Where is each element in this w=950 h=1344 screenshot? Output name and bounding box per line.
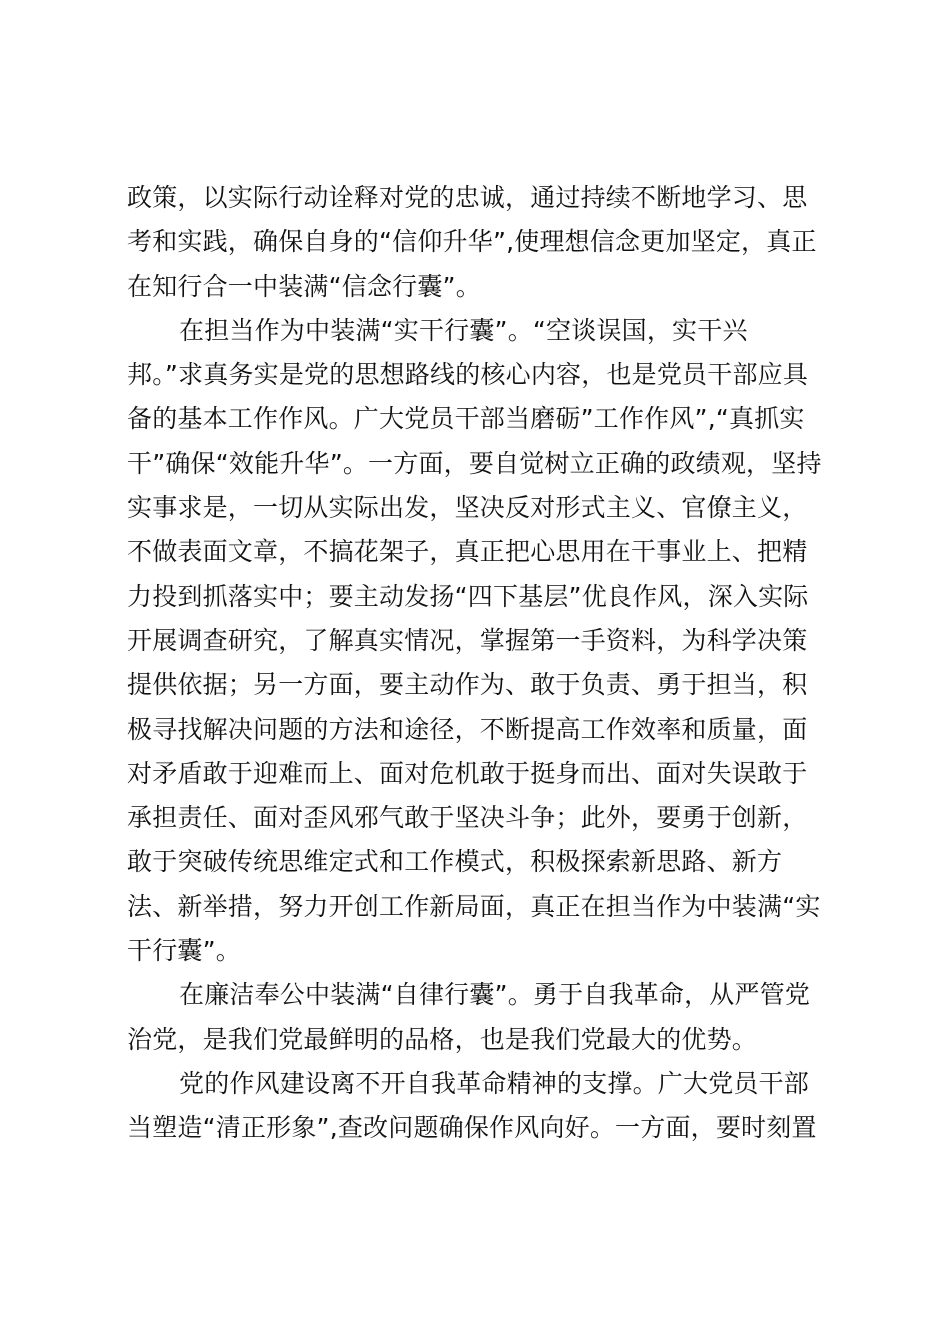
text-line: 开展调查研究，了解真实情况，掌握第一手资料，为科学决策 [127, 625, 808, 655]
text-line: 治党，是我们党最鲜明的品格，也是我们党最大的优势。 [127, 1024, 758, 1054]
text-line: 考和实践，确保自身的“信仰升华”,使理想信念更加坚定，真正 [127, 227, 817, 257]
text-line: 党的作风建设离不开自我革命精神的支撑。广大党员干部 [179, 1068, 810, 1098]
text-line: 极寻找解决问题的方法和途径，不断提高工作效率和质量，面 [127, 714, 808, 744]
text-line: 政策，以实际行动诠释对党的忠诚，通过持续不断地学习、思 [127, 183, 808, 212]
text-line: 实事求是，一切从实际出发，坚决反对形式主义、官僚主义， [127, 493, 808, 523]
paragraph-self-discipline [127, 973, 833, 1062]
text-line: 干”确保“效能升华”。一方面，要自觉树立正确的政绩观，坚持 [127, 448, 822, 478]
paragraph-style-building [127, 1062, 833, 1151]
text-line: 在知行合一中装满“信念行囊”。 [127, 271, 481, 301]
text-line: 提供依据；另一方面，要主动作为、敢于负责、勇于担当，积 [127, 670, 808, 700]
text-line: 干行囊”。 [127, 936, 241, 966]
text-line: 承担责任、面对歪风邪气敢于坚决斗争；此外，要勇于创新， [127, 803, 808, 833]
text-line: 在廉洁奉公中装满“自律行囊”。勇于自我革命，从严管党 [179, 980, 811, 1010]
text-line: 法、新举措，努力开创工作新局面，真正在担当作为中装满“实 [127, 891, 821, 921]
paragraph-practical-work [127, 309, 833, 973]
text-line: 不做表面文章，不搞花架子，真正把心思用在干事业上、把精 [127, 537, 808, 567]
text-line: 邦。”求真务实是党的思想路线的核心内容，也是党员干部应具 [127, 360, 809, 390]
text-line: 力投到抓落实中；要主动发扬“四下基层”优良作风，深入实际 [127, 581, 809, 611]
text-line: 敢于突破传统思维定式和工作模式，积极探索新思路、新方 [127, 847, 783, 877]
text-line: 当塑造“清正形象”,查改问题确保作风向好。一方面，要时刻置 [127, 1113, 817, 1143]
text-line: 在担当作为中装满“实干行囊”。“空谈误国，实干兴 [179, 315, 748, 345]
paragraph-continuation [127, 176, 833, 309]
body-text [127, 176, 833, 1151]
text-line: 对矛盾敢于迎难而上、面对危机敢于挺身而出、面对失误敢于 [127, 758, 808, 788]
text-line: 备的基本工作作风。广大党员干部当磨砺”工作作风”,“真抓实 [127, 404, 805, 434]
